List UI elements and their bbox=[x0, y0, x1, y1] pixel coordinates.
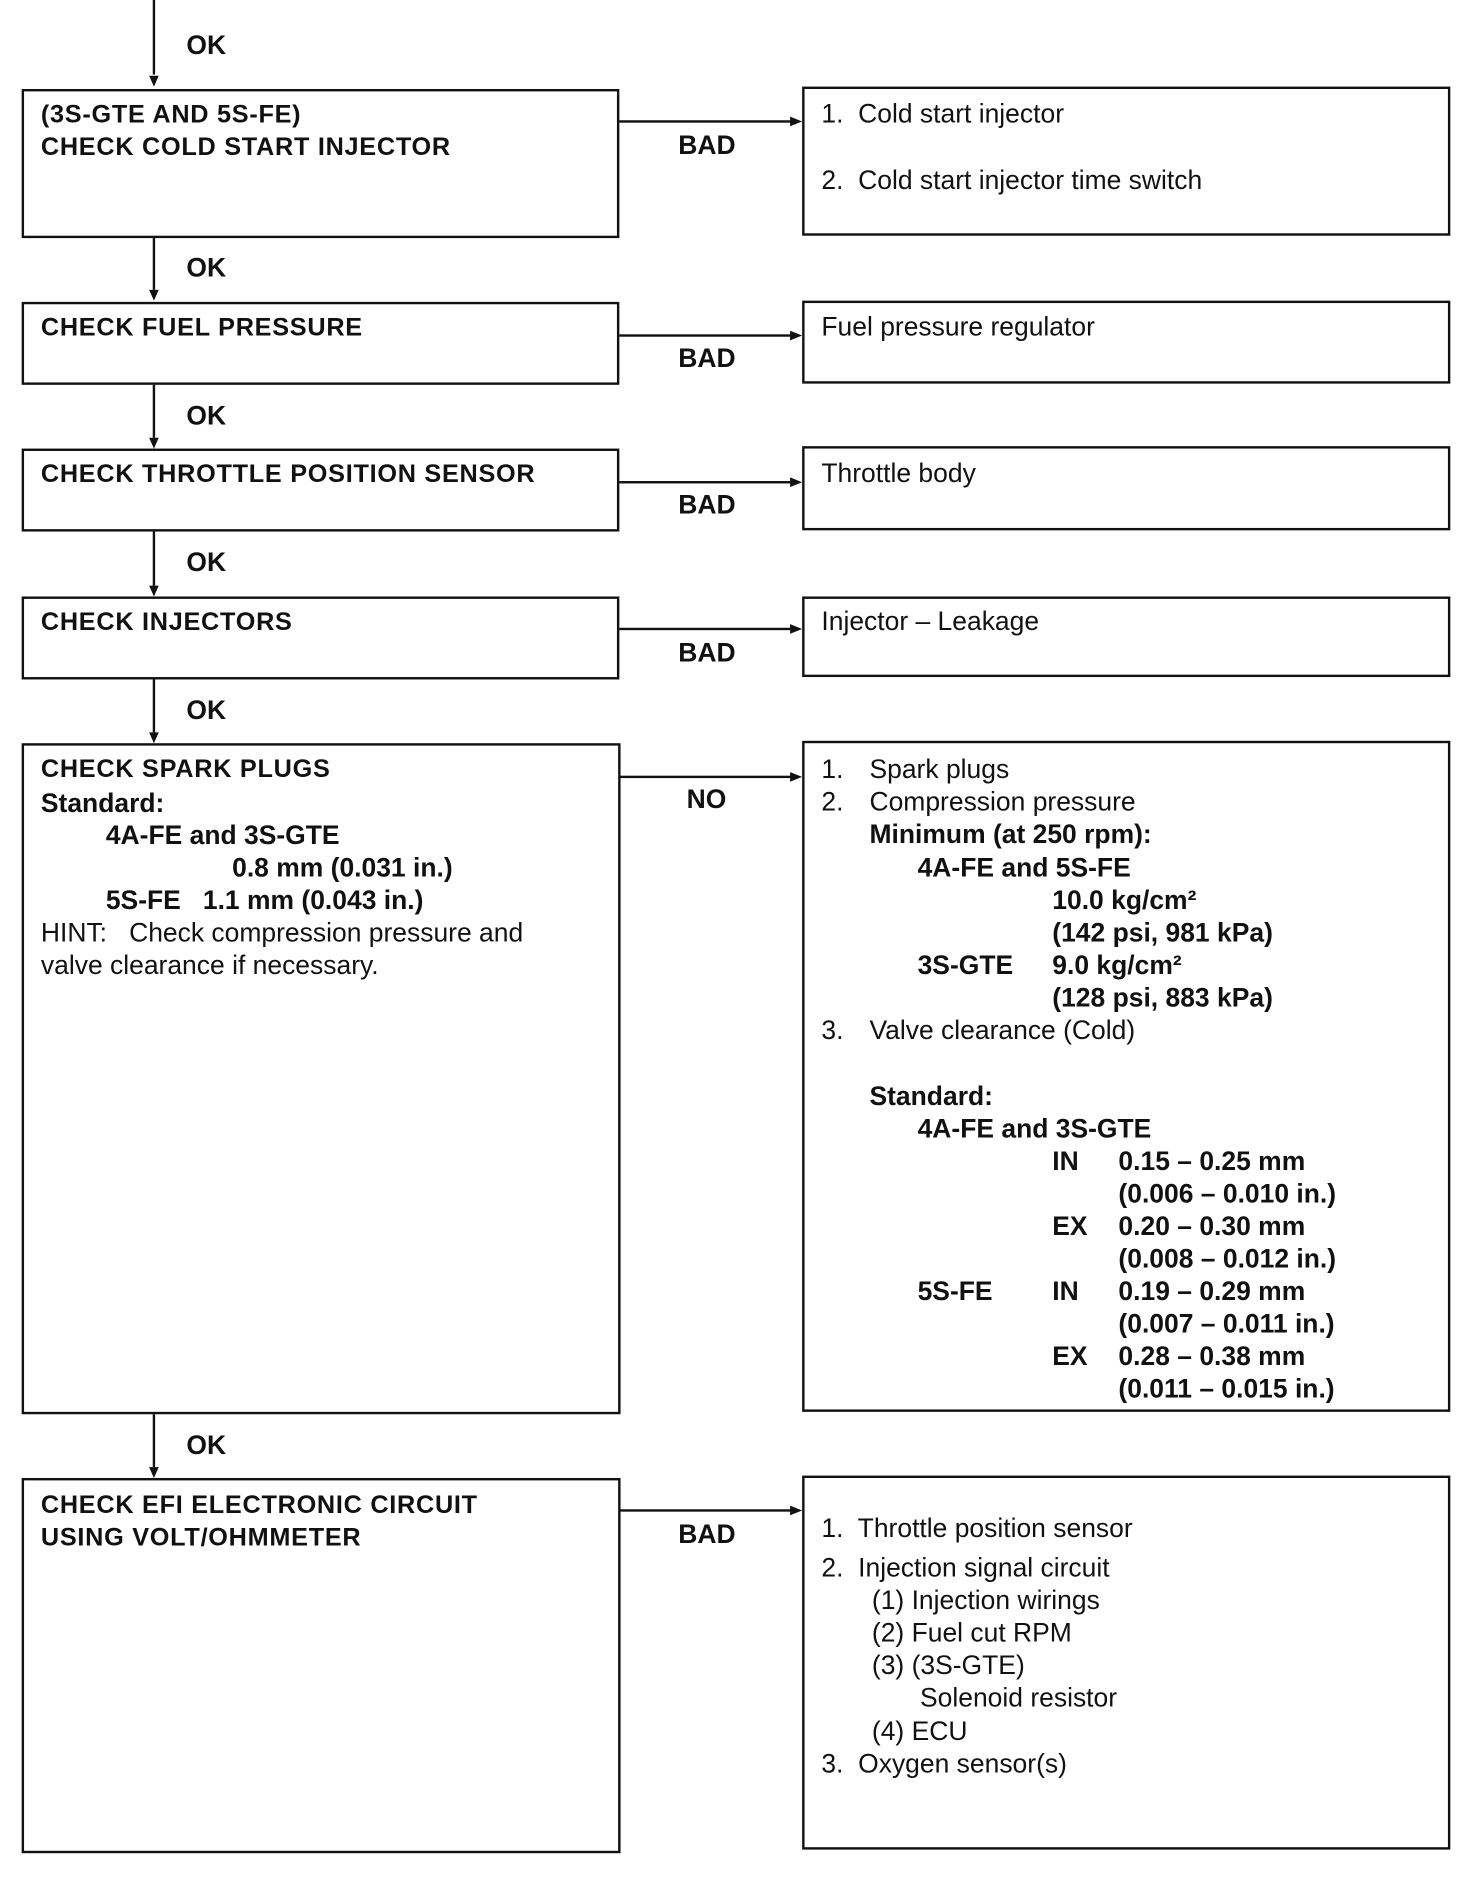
result-item: 2. Injection signal circuit bbox=[821, 1552, 1110, 1583]
arrow-down-icon bbox=[149, 732, 159, 743]
result-item: Spark plugs bbox=[869, 754, 1010, 785]
connector bbox=[153, 532, 155, 586]
connector bbox=[153, 238, 155, 290]
result-spark-compression-valve bbox=[802, 741, 1450, 1412]
spec-value: 9.0 kg/cm² bbox=[1052, 950, 1182, 981]
spec-value: (142 psi, 981 kPa) bbox=[1052, 917, 1273, 948]
arrow-down-icon bbox=[149, 290, 159, 301]
item-number: 1. bbox=[821, 754, 844, 785]
result-subitem: (2) Fuel cut RPM bbox=[871, 1617, 1072, 1648]
step-title: CHECK EFI ELECTRONIC CIRCUIT bbox=[40, 1491, 478, 1519]
step-check-throttle-position-sensor bbox=[22, 449, 620, 532]
step-check-cold-start-injector bbox=[22, 89, 620, 238]
arrow-right-icon bbox=[790, 1506, 802, 1516]
spec-engine: 4A-FE and 3S-GTE bbox=[917, 1113, 1152, 1144]
step-check-efi-circuit bbox=[22, 1478, 621, 1853]
step-title: CHECK FUEL PRESSURE bbox=[40, 313, 363, 342]
spec-value: 10.0 kg/cm² bbox=[1052, 885, 1197, 916]
spec-value: 0.20 – 0.30 mm bbox=[1118, 1211, 1306, 1242]
step-title: (3S-GTE AND 5S-FE) bbox=[40, 101, 302, 129]
result-cold-start bbox=[802, 87, 1450, 236]
ok-label: OK bbox=[186, 30, 227, 61]
bad-label: BAD bbox=[678, 1518, 736, 1549]
step-title: CHECK COLD START INJECTOR bbox=[40, 133, 451, 162]
step-title: CHECK INJECTORS bbox=[40, 608, 293, 637]
valve-in: IN bbox=[1052, 1275, 1079, 1307]
connector bbox=[619, 481, 792, 483]
arrow-down-icon bbox=[149, 438, 159, 449]
hint-text: HINT: Check compression pressure and bbox=[40, 917, 524, 948]
connector bbox=[619, 334, 792, 336]
no-label: NO bbox=[686, 784, 727, 815]
bad-label: BAD bbox=[678, 637, 736, 668]
connector bbox=[621, 776, 793, 778]
step-title: CHECK SPARK PLUGS bbox=[40, 755, 331, 783]
step-title: USING VOLT/OHMMETER bbox=[40, 1523, 362, 1552]
result-subitem: Solenoid resistor bbox=[919, 1682, 1118, 1713]
spec-engine-value: 5S-FE 1.1 mm (0.043 in.) bbox=[105, 885, 424, 916]
ok-label: OK bbox=[186, 547, 227, 578]
result-throttle-body bbox=[802, 446, 1450, 530]
valve-in: IN bbox=[1052, 1146, 1079, 1177]
bad-label: BAD bbox=[678, 342, 736, 373]
spec-value: 0.28 – 0.38 mm bbox=[1118, 1340, 1306, 1371]
spec-label: Standard: bbox=[869, 1081, 993, 1112]
result-item: 1. Cold start injector bbox=[821, 98, 1065, 129]
spec-value: (128 psi, 883 kPa) bbox=[1052, 982, 1273, 1013]
spec-value: (0.011 – 0.015 in.) bbox=[1118, 1373, 1335, 1404]
ok-label: OK bbox=[186, 695, 227, 726]
spec-value: 0.19 – 0.29 mm bbox=[1118, 1275, 1306, 1307]
connector bbox=[153, 679, 155, 732]
valve-ex: EX bbox=[1052, 1211, 1088, 1242]
result-item: Compression pressure bbox=[869, 786, 1136, 817]
step-check-injectors bbox=[22, 596, 620, 679]
arrow-right-icon bbox=[790, 117, 802, 127]
item-number: 3. bbox=[821, 1014, 844, 1046]
result-subitem: (3) (3S-GTE) bbox=[871, 1649, 1025, 1681]
ok-label: OK bbox=[186, 252, 227, 283]
arrow-down-icon bbox=[149, 1467, 159, 1478]
result-item: Valve clearance (Cold) bbox=[869, 1014, 1136, 1046]
arrow-down-icon bbox=[149, 76, 159, 87]
spec-value: 0.15 – 0.25 mm bbox=[1118, 1146, 1306, 1177]
result-subitem: (4) ECU bbox=[871, 1716, 968, 1747]
ok-label: OK bbox=[186, 1429, 227, 1460]
step-title: CHECK THROTTLE POSITION SENSOR bbox=[40, 460, 536, 489]
arrow-right-icon bbox=[790, 772, 802, 782]
valve-ex: EX bbox=[1052, 1340, 1088, 1371]
connector bbox=[153, 385, 155, 438]
connector bbox=[153, 1414, 155, 1467]
result-efi-circuit bbox=[802, 1476, 1450, 1850]
result-item: Fuel pressure regulator bbox=[821, 311, 1095, 342]
item-number: 2. bbox=[821, 786, 844, 817]
arrow-right-icon bbox=[790, 331, 802, 341]
hint-text: valve clearance if necessary. bbox=[40, 950, 379, 981]
spec-value: 0.8 mm (0.031 in.) bbox=[232, 852, 453, 883]
connector bbox=[621, 1509, 793, 1511]
result-item: 1. Throttle position sensor bbox=[821, 1512, 1133, 1543]
connector bbox=[153, 0, 155, 75]
arrow-down-icon bbox=[149, 586, 159, 597]
spec-engine: 5S-FE bbox=[917, 1275, 993, 1307]
result-subitem: (1) Injection wirings bbox=[871, 1585, 1100, 1616]
ok-label: OK bbox=[186, 400, 227, 431]
spec-label: Minimum (at 250 rpm): bbox=[869, 818, 1152, 850]
step-check-spark-plugs bbox=[22, 743, 621, 1414]
result-item: Throttle body bbox=[821, 458, 976, 489]
spec-engine: 4A-FE and 3S-GTE bbox=[105, 820, 340, 851]
spec-value: (0.007 – 0.011 in.) bbox=[1118, 1308, 1335, 1339]
result-injector-leakage bbox=[802, 596, 1450, 677]
connector bbox=[619, 120, 792, 122]
spec-value: (0.008 – 0.012 in.) bbox=[1118, 1243, 1337, 1274]
bad-label: BAD bbox=[678, 129, 736, 160]
arrow-right-icon bbox=[790, 477, 802, 487]
result-item: 3. Oxygen sensor(s) bbox=[821, 1748, 1067, 1779]
result-item: Injector – Leakage bbox=[821, 606, 1040, 637]
spec-engine: 3S-GTE bbox=[917, 950, 1014, 981]
spec-label: Standard: bbox=[40, 787, 165, 818]
connector bbox=[619, 628, 792, 630]
spec-engine: 4A-FE and 5S-FE bbox=[917, 852, 1131, 883]
bad-label: BAD bbox=[678, 489, 736, 520]
step-check-fuel-pressure bbox=[22, 302, 620, 385]
arrow-right-icon bbox=[790, 624, 802, 634]
spec-value: (0.006 – 0.010 in.) bbox=[1118, 1178, 1337, 1209]
result-item: 2. Cold start injector time switch bbox=[821, 164, 1203, 195]
result-fuel-pressure bbox=[802, 301, 1450, 384]
